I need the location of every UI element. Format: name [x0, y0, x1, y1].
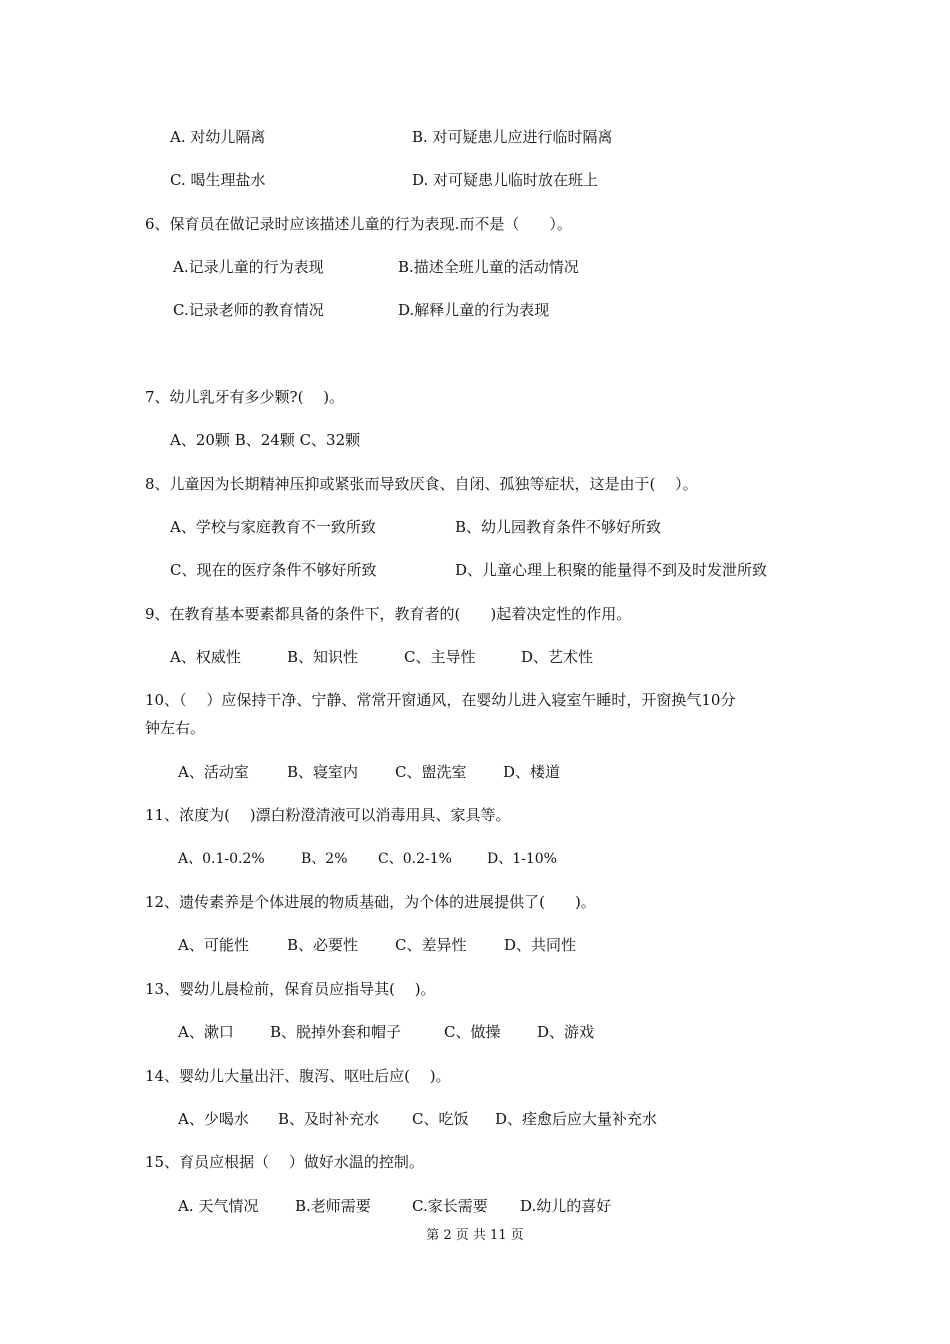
q6-option-d: D.解释儿童的行为表现 — [398, 301, 550, 319]
q12-option-d: D、共同性 — [504, 936, 577, 954]
q13-option-d: D、游戏 — [537, 1023, 595, 1041]
q15-option-a: A. 天气情况 — [178, 1197, 259, 1215]
q12-stem: 12、遗传素养是个体进展的物质基础，为个体的进展提供了( )。 — [145, 893, 596, 911]
q6-stem: 6、保育员在做记录时应该描述儿童的行为表现.而不是（ ）。 — [145, 215, 572, 233]
q9-option-a: A、权威性 — [170, 648, 241, 666]
q15-option-d: D.幼儿的喜好 — [520, 1197, 612, 1215]
q13-option-c: C、做操 — [444, 1023, 501, 1041]
q15-stem: 15、育员应根据（ ）做好水温的控制。 — [145, 1153, 424, 1171]
q6-option-b: B.描述全班儿童的活动情况 — [398, 258, 579, 276]
q13-option-b: B、脱掉外套和帽子 — [270, 1023, 402, 1041]
q9-option-b: B、知识性 — [287, 648, 359, 666]
q14-option-b: B、及时补充水 — [278, 1110, 380, 1128]
q11-option-d: D、1-10% — [487, 851, 557, 867]
q7-stem: 7、幼儿乳牙有多少颗?( )。 — [145, 388, 345, 406]
q10-stem-line2: 钟左右。 — [145, 719, 206, 737]
q11-option-c: C、0.2-1% — [378, 851, 452, 867]
q12-option-a: A、可能性 — [178, 936, 249, 954]
q13-option-a: A、漱口 — [178, 1023, 234, 1041]
q14-option-a: A、少喝水 — [178, 1110, 249, 1128]
q11-stem: 11、浓度为( )漂白粉澄清液可以消毒用具、家具等。 — [145, 806, 511, 824]
q5-option-a: A. 对幼儿隔离 — [170, 128, 266, 146]
q11-option-b: B、2% — [301, 851, 348, 867]
q6-option-a: A.记录儿童的行为表现 — [173, 258, 324, 276]
q14-option-d: D、痊愈后应大量补充水 — [495, 1110, 658, 1128]
q7-options: A、20颗 B、24颗 C、32颗 — [170, 431, 361, 449]
q14-option-c: C、吃饭 — [412, 1110, 469, 1128]
q10-option-b: B、寝室内 — [287, 763, 359, 781]
q10-stem-line1: 10、（ ）应保持干净、宁静、常常开窗通风，在婴幼儿进入寝室午睡时，开窗换气10分 — [145, 691, 736, 709]
q9-option-c: C、主导性 — [404, 648, 476, 666]
q10-option-d: D、楼道 — [503, 763, 561, 781]
q8-option-c: C、现在的医疗条件不够好所致 — [170, 561, 377, 579]
q15-option-b: B.老师需要 — [295, 1197, 371, 1215]
q8-stem: 8、儿童因为长期精神压抑或紧张而导致厌食、自闭、孤独等症状，这是由于( ）。 — [145, 475, 698, 493]
q14-stem: 14、婴幼儿大量出汗、腹泻、呕吐后应( )。 — [145, 1067, 451, 1085]
q13-stem: 13、婴幼儿晨检前，保育员应指导其( )。 — [145, 980, 436, 998]
q8-option-d: D、儿童心理上积聚的能量得不到及时发泄所致 — [455, 561, 768, 579]
q10-option-c: C、盥洗室 — [395, 763, 467, 781]
q8-option-a: A、学校与家庭教育不一致所致 — [170, 518, 376, 536]
q9-stem: 9、在教育基本要素都具备的条件下，教育者的( )起着决定性的作用。 — [145, 605, 632, 623]
q8-option-b: B、幼儿园教育条件不够好所致 — [455, 518, 662, 536]
q9-option-d: D、艺术性 — [521, 648, 594, 666]
q11-option-a: A、0.1-0.2% — [178, 851, 265, 867]
q12-option-c: C、差异性 — [395, 936, 467, 954]
q5-option-b: B. 对可疑患儿应进行临时隔离 — [412, 128, 613, 146]
q6-option-c: C.记录老师的教育情况 — [173, 301, 324, 319]
q5-option-d: D. 对可疑患儿临时放在班上 — [412, 171, 599, 189]
q5-option-c: C. 喝生理盐水 — [170, 171, 266, 189]
page-number-footer: 第 2 页 共 11 页 — [426, 1228, 524, 1243]
q12-option-b: B、必要性 — [287, 936, 359, 954]
q10-option-a: A、活动室 — [178, 763, 249, 781]
q15-option-c: C.家长需要 — [412, 1197, 488, 1215]
